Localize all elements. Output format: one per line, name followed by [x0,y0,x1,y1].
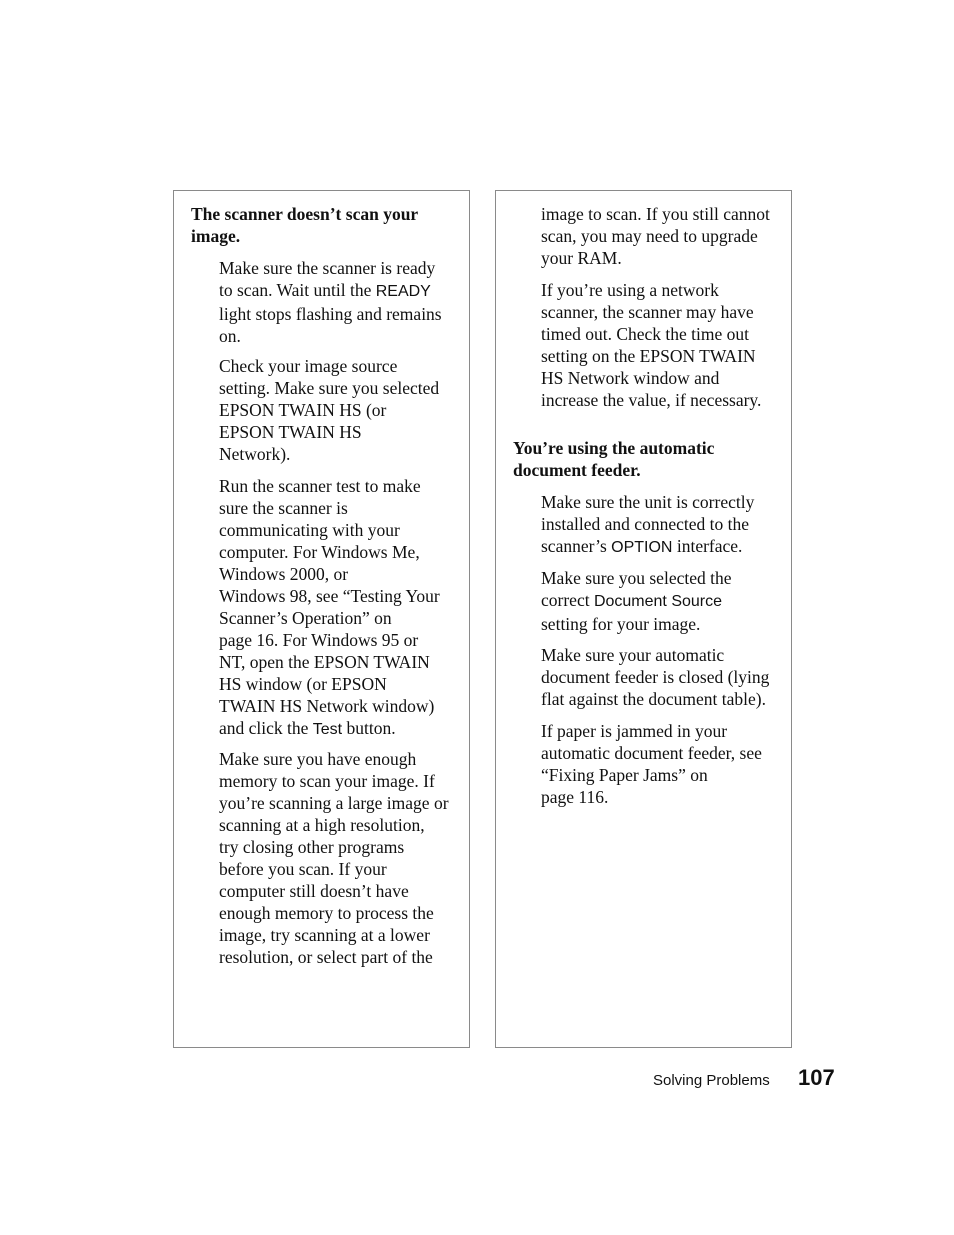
text-line: automatic document feeder, see [541,743,762,763]
text-line: before you scan. If your [219,859,387,879]
section-heading-scanner-no-scan [191,203,418,247]
text-line: flat against the document table). [541,689,766,709]
text-line: EPSON TWAIN HS (or [219,400,387,420]
text-line: Windows 2000, or [219,564,349,584]
text-line: page 16. For Windows 95 or [219,630,419,650]
heading-line: image. [191,226,241,246]
text-segment: and click the [219,718,313,738]
text-line: Run the scanner test to make [219,476,421,496]
paragraph-ready-light [219,257,442,347]
text-line: NT, open the EPSON TWAIN [219,652,430,672]
paragraph-ram-continued [541,203,770,269]
ready-label: READY [375,283,431,300]
text-line: try closing other programs [219,837,405,857]
text-line: page 116. [541,787,609,807]
heading-line: document feeder. [513,460,641,480]
text-line: your RAM. [541,248,622,268]
text-line: Check your image source [219,356,398,376]
text-line: Make sure the scanner is ready [219,258,436,278]
text-line: timed out. Check the time out [541,324,750,344]
text-line: Windows 98, see “Testing Your [219,586,440,606]
footer-section-label: Solving Problems [653,1072,770,1089]
text-line: on. [219,326,241,346]
text-line: enough memory to process the [219,903,434,923]
text-line: HS Network window and [541,368,720,388]
text-line: light stops flashing and remains [219,304,442,324]
text-line: Scanner’s Operation” on [219,608,392,628]
text-line: Make sure you selected the [541,568,732,588]
text-line: EPSON TWAIN HS [219,422,362,442]
text-line: scanner, the scanner may have [541,302,754,322]
paragraph-network-scanner [541,279,761,411]
text-line: resolution, or select part of the [219,947,433,967]
text-line: setting. Make sure you selected [219,378,440,398]
text-line: TWAIN HS Network window) [219,696,435,716]
paragraph-memory [219,748,449,968]
option-label: OPTION [611,539,673,556]
text-line: image, try scanning at a lower [219,925,430,945]
text-line: setting for your image. [541,614,701,634]
text-line: you’re scanning a large image or [219,793,449,813]
text-segment: to scan. Wait until the [219,280,376,300]
text-segment: scanner’s [541,536,612,556]
text-line: scanning at a high resolution, [219,815,425,835]
text-line: scan, you may need to upgrade [541,226,758,246]
paragraph-scanner-test [219,475,440,741]
paragraph-image-source [219,355,439,465]
text-line: increase the value, if necessary. [541,390,762,410]
paragraph-paper-jam [541,720,762,808]
text-line [219,717,440,741]
paragraph-unit-installed [541,491,754,559]
heading-line: You’re using the automatic [513,438,715,458]
text-line: installed and connected to the [541,514,749,534]
text-line: setting on the EPSON TWAIN [541,346,756,366]
text-line: Make sure you have enough [219,749,417,769]
text-line: sure the scanner is [219,498,348,518]
text-line [541,535,754,559]
text-line: communicating with your [219,520,400,540]
text-line [219,279,442,303]
heading-line: The scanner doesn’t scan your [191,204,419,224]
text-line: memory to scan your image. If [219,771,435,791]
text-line: image to scan. If you still cannot [541,204,770,224]
text-segment: correct [541,590,594,610]
text-line: Make sure the unit is correctly [541,492,755,512]
paragraph-document-source [541,567,731,635]
text-line: Make sure your automatic [541,645,725,665]
text-line: Network). [219,444,291,464]
text-line: computer. For Windows Me, [219,542,420,562]
paragraph-feeder-closed [541,644,769,710]
text-line: If paper is jammed in your [541,721,728,741]
text-line: computer still doesn’t have [219,881,409,901]
section-heading-document-feeder [513,437,714,481]
text-line: “Fixing Paper Jams” on [541,765,708,785]
text-segment: interface. [672,536,743,556]
text-line [541,589,731,613]
text-segment: button. [342,718,396,738]
text-line: document feeder is closed (lying [541,667,770,687]
test-button-label: Test [312,721,343,738]
text-line: If you’re using a network [541,280,719,300]
document-source-label: Document Source [593,593,723,610]
page-number: 107 [798,1065,835,1090]
text-line: HS window (or EPSON [219,674,387,694]
